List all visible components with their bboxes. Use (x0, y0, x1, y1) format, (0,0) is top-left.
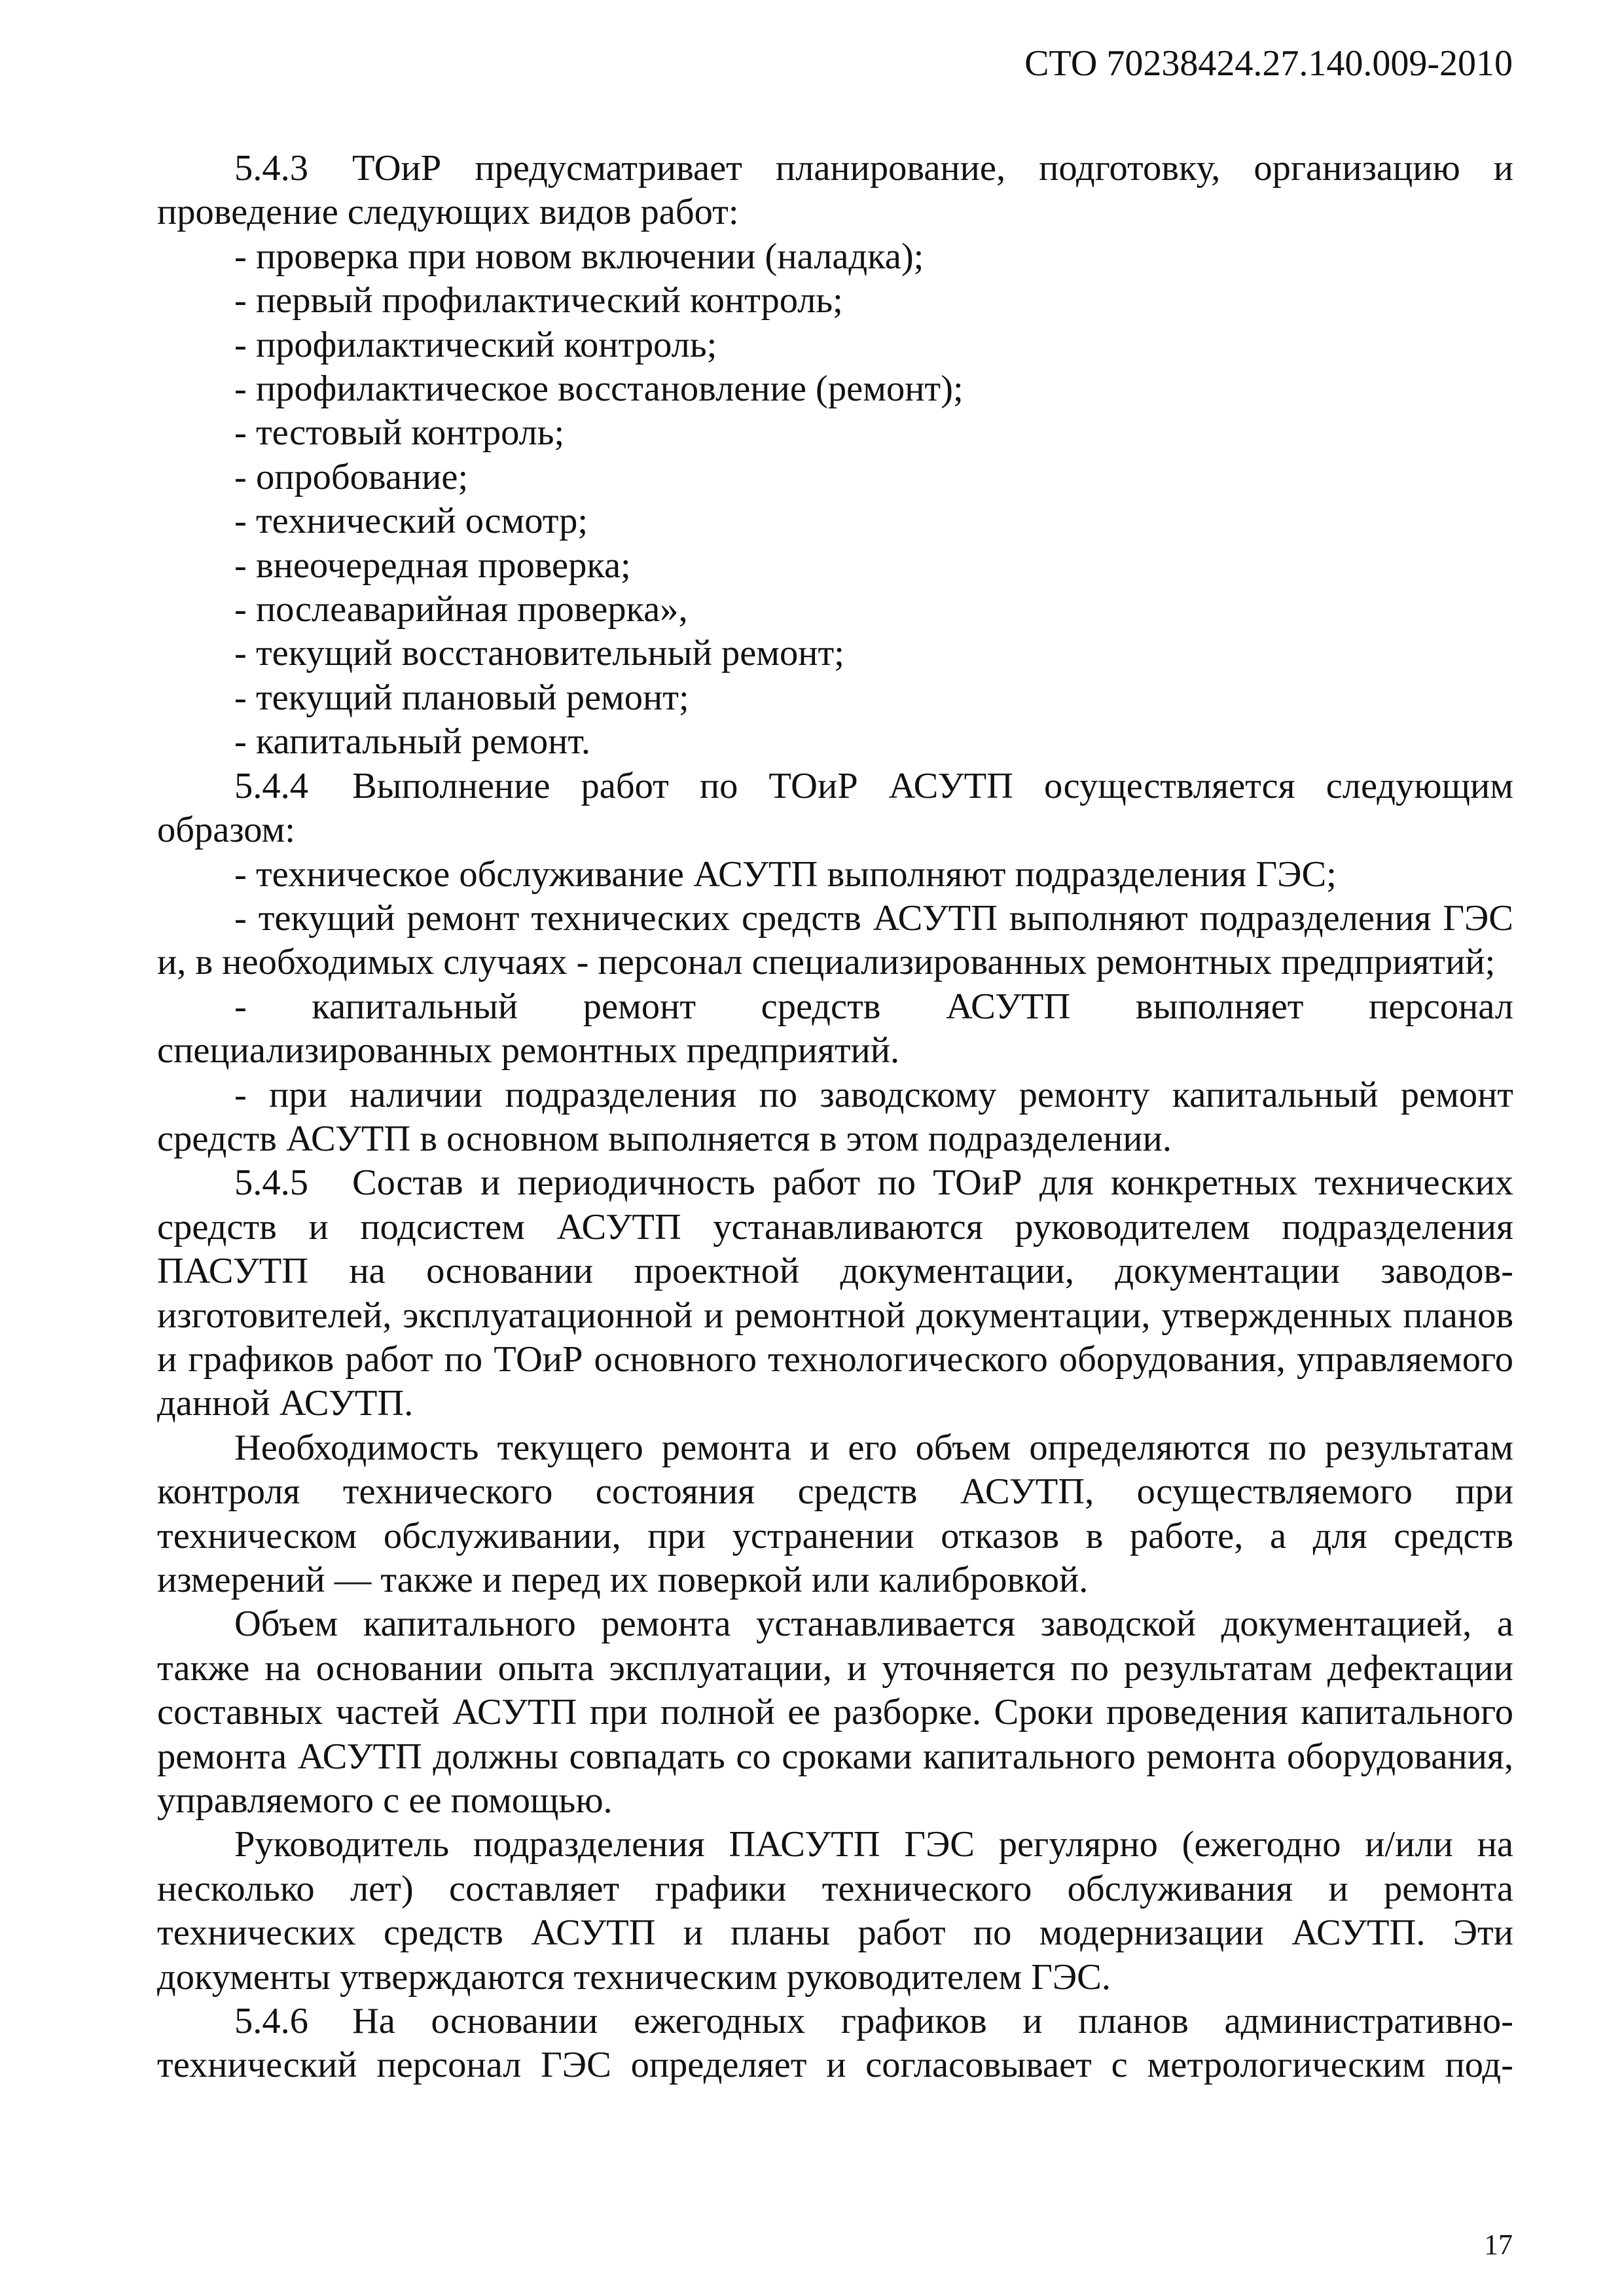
document-body (157, 147, 1513, 2088)
list-item: - капитальный ремонт. (234, 721, 590, 762)
list-item: - послеаварийная проверка», (234, 589, 688, 630)
list-item: - текущий восстановительный ремонт; (234, 633, 844, 674)
section-number: 5.4.4 (234, 765, 308, 806)
list-item: - внеочередная проверка; (234, 545, 631, 586)
section-5-4-4 (157, 764, 1513, 853)
section-number: 5.4.6 (234, 2001, 308, 2042)
section-5-4-3 (157, 147, 1513, 235)
section-text: ТОиР предусматривает планирование, подготовку, организацию и проведение следующих видов работ: (157, 148, 1513, 233)
list-item: - опробование; (234, 456, 469, 497)
execution-item: - текущий ремонт технических средств АСУТП выполняют подразделения ГЭС и, в необходимых случаях - персонал специализированных ремонтных предприятий; (157, 897, 1513, 983)
document-code: СТО 70238424.27.140.009-2010 (1024, 43, 1513, 84)
section-text: На основании ежегодных графиков и планов административно-технический персонал ГЭС определяет и согласовывает с метрологическим под- (157, 2001, 1513, 2086)
list-item: - профилактический контроль; (234, 324, 717, 365)
section-text: Состав и периодичность работ по ТОиР для конкретных технических средств и подсистем АСУТП устанавливаются руководителем подразделения ПАСУТП на основании проектной документации, документации заводов-изготовителей, эксплуатационной и ремонтной документации, утвержденных планов и графиков работ по ТОиР основного технологического оборудования, управляемого данной АСУТП. (157, 1162, 1513, 1424)
execution-item: - техническое обслуживание АСУТП выполняют подразделения ГЭС; (234, 853, 1337, 895)
section-text: Выполнение работ по ТОиР АСУТП осуществляется следующим образом: (157, 765, 1513, 851)
section-5-4-5 (157, 1161, 1513, 1426)
section-number: 5.4.5 (234, 1162, 308, 1204)
execution-item: - при наличии подразделения по заводскому ремонту капитальный ремонт средств АСУТП в основном выполняется в этом подразделении. (157, 1074, 1513, 1159)
list-item: - текущий плановый ремонт; (234, 677, 689, 718)
paragraph: Необходимость текущего ремонта и его объем определяются по результатам контроля технического состояния средств АСУТП, осуществляемого при техническом обслуживании, при устранении отказов в работе, а для средств измерений — также и перед их поверкой или калибровкой. (157, 1427, 1513, 1600)
execution-item: - капитальный ремонт средств АСУТП выполняет персонал специализированных ремонтных предприятий. (157, 986, 1513, 1071)
list-item: - тестовый контроль; (234, 412, 565, 454)
list-item: - первый профилактический контроль; (234, 280, 843, 321)
section-number: 5.4.3 (234, 148, 308, 188)
list-item: - технический осмотр; (234, 501, 588, 542)
list-item: - профилактическое восстановление (ремонт); (234, 368, 964, 410)
section-5-4-6 (157, 2000, 1513, 2088)
list-item: - проверка при новом включении (наладка); (234, 236, 924, 277)
paragraph: Руководитель подразделения ПАСУТП ГЭС регулярно (ежегодно и/или на несколько лет) составляет графики технического обслуживания и ремонта технических средств АСУТП и планы работ по модернизации АСУТП. Эти документы утверждаются техническим руководителем ГЭС. (157, 1824, 1513, 1998)
page-number: 17 (1484, 2229, 1513, 2261)
paragraph: Объем капитального ремонта устанавливается заводской документацией, а также на основании опыта эксплуатации, и уточняется по результатам дефектации составных частей АСУТП при полной ее разборке. Сроки проведения капитального ремонта АСУТП должны совпадать со сроками капитального ремонта оборудования, управляемого с ее помощью. (157, 1604, 1513, 1821)
